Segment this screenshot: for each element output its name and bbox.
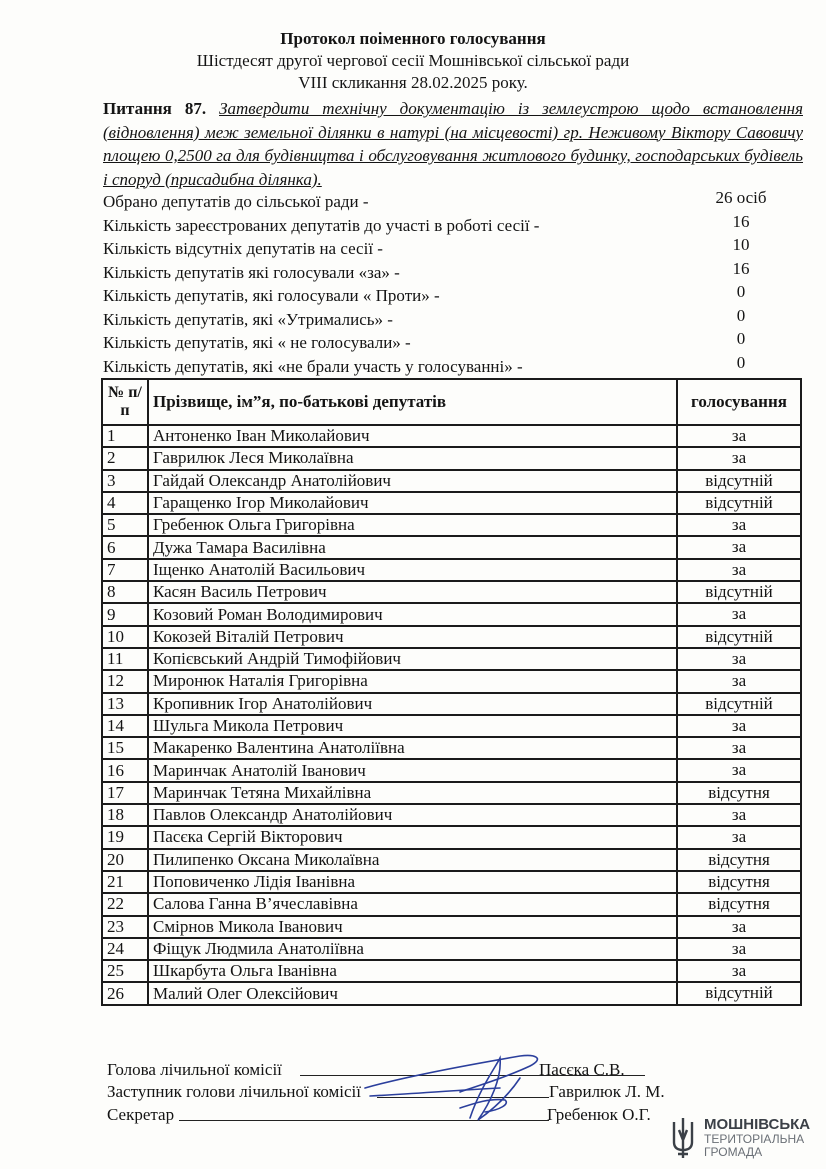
- stat-row: [103, 352, 803, 379]
- stat-label: Кількість депутатів, які голосували « Проти» -: [103, 286, 440, 305]
- table-row: [102, 447, 801, 469]
- stat-value: 16: [732, 211, 750, 231]
- vote-result: відсутня: [677, 782, 801, 804]
- table-row: [102, 916, 801, 938]
- vote-result: за: [677, 737, 801, 759]
- signature-name: Гаврилюк Л. М.: [549, 1082, 665, 1101]
- vote-result: за: [677, 603, 801, 625]
- deputy-name: Копієвський Андрій Тимофійович: [148, 648, 677, 670]
- deputy-name: Пасєка Сергій Вікторович: [148, 826, 677, 848]
- row-number: 7: [102, 559, 148, 581]
- table-row: [102, 960, 801, 982]
- table-row: [102, 849, 801, 871]
- vote-result: за: [677, 759, 801, 781]
- deputy-name: Антоненко Іван Миколайович: [148, 425, 677, 447]
- table-row: [102, 603, 801, 625]
- vote-result: за: [677, 536, 801, 558]
- community-logo: [668, 1116, 818, 1164]
- vote-result: за: [677, 670, 801, 692]
- stat-row: [103, 237, 803, 261]
- handwritten-signature: [360, 1048, 560, 1128]
- session-line: Шістдесят другої чергової сесії Мошнівської сільської ради: [196, 51, 630, 70]
- deputy-name: Смірнов Микола Іванович: [148, 916, 677, 938]
- table-row: [102, 871, 801, 893]
- table-row: [102, 782, 801, 804]
- row-number: 3: [102, 470, 148, 492]
- deputy-name: Салова Ганна В’ячеславівна: [148, 893, 677, 915]
- deputy-name: Кокозей Віталій Петрович: [148, 626, 677, 648]
- stat-value: 0: [736, 305, 746, 325]
- trident-icon: [668, 1116, 698, 1160]
- vote-result: відсутній: [677, 492, 801, 514]
- vote-result: за: [677, 425, 801, 447]
- deputy-name: Поповиченко Лідія Іванівна: [148, 871, 677, 893]
- row-number: 8: [102, 581, 148, 603]
- stat-row: [103, 258, 803, 285]
- deputy-name: Іщенко Анатолій Васильович: [148, 559, 677, 581]
- stat-label: Кількість депутатів, які «Утримались» -: [103, 309, 393, 329]
- deputy-name: Миронюк Наталія Григорівна: [148, 670, 677, 692]
- vote-result: відсутня: [677, 893, 801, 915]
- header-number: № п/п: [102, 379, 148, 425]
- row-number: 4: [102, 492, 148, 514]
- vote-result: відсутній: [677, 982, 801, 1004]
- row-number: 2: [102, 447, 148, 469]
- table-row: [102, 425, 801, 447]
- stat-value: 26 осіб: [715, 188, 767, 207]
- row-number: 22: [102, 893, 148, 915]
- row-number: 25: [102, 960, 148, 982]
- table-header-row: [102, 379, 801, 425]
- deputy-name: Павлов Олександр Анатолійович: [148, 804, 677, 826]
- stat-row: [103, 305, 803, 332]
- deputy-name: Малий Олег Олексійович: [148, 982, 677, 1004]
- row-number: 24: [102, 938, 148, 960]
- vote-result: відсутній: [677, 693, 801, 715]
- table-row: [102, 893, 801, 915]
- deputy-name: Шульга Микола Петрович: [148, 715, 677, 737]
- table-row: [102, 826, 801, 848]
- table-row: [102, 626, 801, 648]
- row-number: 15: [102, 737, 148, 759]
- deputy-name: Гаврилюк Леся Миколаївна: [148, 447, 677, 469]
- table-row: [102, 514, 801, 536]
- table-row: [102, 715, 801, 737]
- vote-result: за: [677, 715, 801, 737]
- row-number: 26: [102, 982, 148, 1004]
- deputy-name: Гайдай Олександр Анатолійович: [148, 470, 677, 492]
- table-row: [102, 470, 801, 492]
- vote-result: відсутній: [677, 470, 801, 492]
- deputy-name: Гребенюк Ольга Григорівна: [148, 514, 677, 536]
- table-row: [102, 938, 801, 960]
- vote-result: відсутній: [677, 626, 801, 648]
- roll-call-table: [101, 378, 802, 1006]
- row-number: 21: [102, 871, 148, 893]
- deputy-name: Пилипенко Оксана Миколаївна: [148, 849, 677, 871]
- row-number: 13: [102, 693, 148, 715]
- deputy-name: Гаращенко Ігор Миколайович: [148, 492, 677, 514]
- row-number: 11: [102, 648, 148, 670]
- table-row: [102, 581, 801, 603]
- vote-result: за: [677, 960, 801, 982]
- vote-result: відсутній: [677, 581, 801, 603]
- signature-role: Заступник голови лічильної комісії: [107, 1082, 362, 1101]
- stat-value: 16: [732, 258, 750, 278]
- row-number: 16: [102, 759, 148, 781]
- stat-value: 10: [732, 235, 750, 254]
- stat-label: Кількість депутатів які голосували «за» -: [103, 262, 400, 282]
- logo-line-1: МОШНІВСЬКА: [704, 1116, 811, 1133]
- document-title: Протокол поіменного голосування: [280, 29, 546, 48]
- stat-value: 0: [736, 329, 746, 348]
- logo-text: [704, 1117, 810, 1159]
- table-row: [102, 670, 801, 692]
- table-row: [102, 536, 801, 558]
- stat-row: [103, 190, 803, 214]
- table-row: [102, 648, 801, 670]
- row-number: 6: [102, 536, 148, 558]
- vote-result: за: [677, 447, 801, 469]
- vote-result: за: [677, 916, 801, 938]
- stat-label: Кількість відсутніх депутатів на сесії -: [103, 239, 383, 258]
- table-row: [102, 693, 801, 715]
- deputy-name: Фіщук Людмила Анатоліївна: [148, 938, 677, 960]
- stat-row: [103, 331, 803, 355]
- vote-result: за: [677, 804, 801, 826]
- vote-result: за: [677, 648, 801, 670]
- vote-result: відсутня: [677, 871, 801, 893]
- vote-result: за: [677, 514, 801, 536]
- row-number: 23: [102, 916, 148, 938]
- row-number: 1: [102, 425, 148, 447]
- row-number: 20: [102, 849, 148, 871]
- signature-role: Секретар: [107, 1105, 175, 1124]
- deputy-name: Макаренко Валентина Анатоліївна: [148, 737, 677, 759]
- deputy-name: Маринчак Тетяна Михайлівна: [148, 782, 677, 804]
- table-body: [102, 425, 801, 1005]
- stat-label: Кількість депутатів, які «не брали участь у голосуванні» -: [103, 356, 523, 376]
- deputy-name: Кропивник Ігор Анатолійович: [148, 693, 677, 715]
- row-number: 5: [102, 514, 148, 536]
- question-text: Затвердити технічну документацію із землеустрою щодо встановлення (відновлення) меж земельної ділянки в натурі (на місцевості) гр. Неживому Віктору Савовичу площею 0,2500 га для будівництва і обслуговування житлового будинку, господарських будівель і споруд (присадибна ділянка).: [103, 99, 803, 189]
- deputy-name: Шкарбута Ольга Іванівна: [148, 960, 677, 982]
- voting-statistics: [103, 190, 803, 378]
- table-row: [102, 759, 801, 781]
- stat-value: 0: [736, 352, 746, 372]
- agenda-question: [103, 97, 803, 191]
- signature-role: Голова лічильної комісії: [107, 1060, 282, 1079]
- question-number: Питання 87.: [103, 99, 207, 118]
- stat-label: Обрано депутатів до сільської ради -: [103, 192, 369, 211]
- vote-result: за: [677, 938, 801, 960]
- table-row: [102, 804, 801, 826]
- header-vote: голосування: [677, 379, 801, 425]
- stat-row: [103, 284, 803, 308]
- stat-value: 0: [736, 282, 746, 301]
- signature-name: Гребенюк О.Г.: [547, 1105, 651, 1124]
- convocation-line: VIII скликання 28.02.2025 року.: [298, 73, 528, 92]
- row-number: 9: [102, 603, 148, 625]
- document-header: [0, 28, 826, 94]
- stat-row: [103, 211, 803, 238]
- table-row: [102, 737, 801, 759]
- row-number: 18: [102, 804, 148, 826]
- stat-label: Кількість зареєстрованих депутатів до участі в роботі сесії -: [103, 215, 540, 235]
- table-row: [102, 559, 801, 581]
- deputy-name: Козовий Роман Володимирович: [148, 603, 677, 625]
- stat-label: Кількість депутатів, які « не голосували» -: [103, 333, 411, 352]
- signature-name: Пасєка С.В.: [539, 1060, 625, 1079]
- deputy-name: Маринчак Анатолій Іванович: [148, 759, 677, 781]
- header-name: Прізвище, ім”я, по-батькові депутатів: [148, 379, 677, 425]
- vote-result: за: [677, 559, 801, 581]
- vote-result: відсутня: [677, 849, 801, 871]
- deputy-name: Дужа Тамара Василівна: [148, 536, 677, 558]
- vote-result: за: [677, 826, 801, 848]
- row-number: 14: [102, 715, 148, 737]
- row-number: 19: [102, 826, 148, 848]
- row-number: 17: [102, 782, 148, 804]
- deputy-name: Касян Василь Петрович: [148, 581, 677, 603]
- table-row: [102, 982, 801, 1004]
- table-row: [102, 492, 801, 514]
- row-number: 12: [102, 670, 148, 692]
- logo-line-2: ТЕРИТОРІАЛЬНА: [704, 1132, 805, 1146]
- logo-line-3: ГРОМАДА: [704, 1145, 763, 1159]
- row-number: 10: [102, 626, 148, 648]
